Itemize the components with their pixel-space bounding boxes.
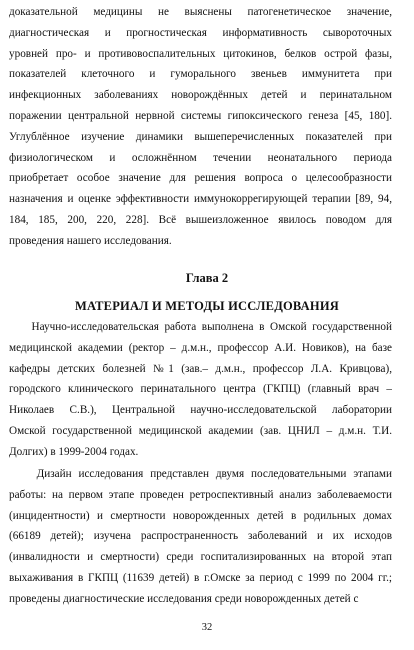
text-line: Омской государственной медицинской академии (зав. ЦНИЛ – д.м.н. Т.И.	[9, 424, 392, 437]
text-line: медицинской академии (ректор – д.м.н., профессор А.И. Новиков), на базе	[9, 341, 392, 354]
text-line: показателей клеточного и гуморального звеньев иммунитета при	[9, 68, 392, 81]
text-line: уровней про- и противовоспалительных цитокинов, белков острой фазы,	[9, 47, 392, 60]
text-line: диагностическая и прогностическая информативность сывороточных	[9, 26, 392, 39]
text-line: проведены диагностические исследования среди новорожденных детей с	[9, 592, 359, 605]
text-line: поражении центральной нервной системы гипоксического генеза [45, 180].	[9, 109, 392, 122]
text-line: городского клинического перинатального центра (ГКПЦ) (главный врач –	[9, 383, 392, 396]
text-line: физиологическом и осложнённом течении неонатального периода	[9, 151, 392, 164]
text-line: приобретает особое значение для решения вопроса о целесообразности	[9, 172, 392, 185]
text-line: Углублённое изучение динамики вышеперечисленных показателей при	[9, 130, 392, 143]
text-line: Долгих) в 1999-2004 годах.	[9, 445, 139, 458]
text-line: назначения и оценке эффективности иммунокоррегирующей терапии [89, 94,	[9, 193, 392, 206]
study-design-paragraph	[9, 464, 392, 610]
text-line: 184, 185, 200, 220, 228]. Всё вышеизложенное явилось поводом для	[9, 213, 392, 226]
text-line: Дизайн исследования представлен двумя последовательными этапами	[9, 468, 392, 480]
text-line: выхаживания в ГКПЦ (11639 детей) в г.Омске за период с 1999 по 2004 гг.;	[9, 571, 392, 584]
text-line: инфекционных заболеваниях новорождённых детей и перинатальном	[9, 89, 392, 102]
text-line: работы: на первом этапе проведен ретроспективный анализ заболеваемости	[9, 488, 392, 501]
text-line: доказательной медицины не выяснены патогенетическое значение,	[9, 6, 392, 18]
text-line: (инцидентности) и смертности новорожденных детей в родильных домах	[9, 509, 392, 522]
chapter-title: МАТЕРИАЛ И МЕТОДЫ ИССЛЕДОВАНИЯ	[75, 299, 339, 313]
chapter-label: Глава 2	[185, 271, 229, 285]
institution-paragraph	[9, 317, 392, 463]
text-line: (инвалидности и смертности) среди госпитализированных на второй этап	[9, 551, 392, 564]
text-line: Николаев С.В.), Центральной научно-исследовательской лаборатории	[9, 404, 392, 417]
page-number: 32	[201, 622, 213, 633]
intro-paragraph	[9, 2, 392, 252]
text-line: (66189 детей); изучена распространенность заболеваний и их исходов	[9, 530, 392, 543]
text-line: Научно-исследовательская работа выполнена в Омской государственной	[9, 321, 392, 333]
text-line: кафедры детских болезней №1 (зав.– д.м.н., профессор Л.А. Кривцова),	[9, 362, 392, 375]
text-line: проведения нашего исследования.	[9, 234, 172, 247]
